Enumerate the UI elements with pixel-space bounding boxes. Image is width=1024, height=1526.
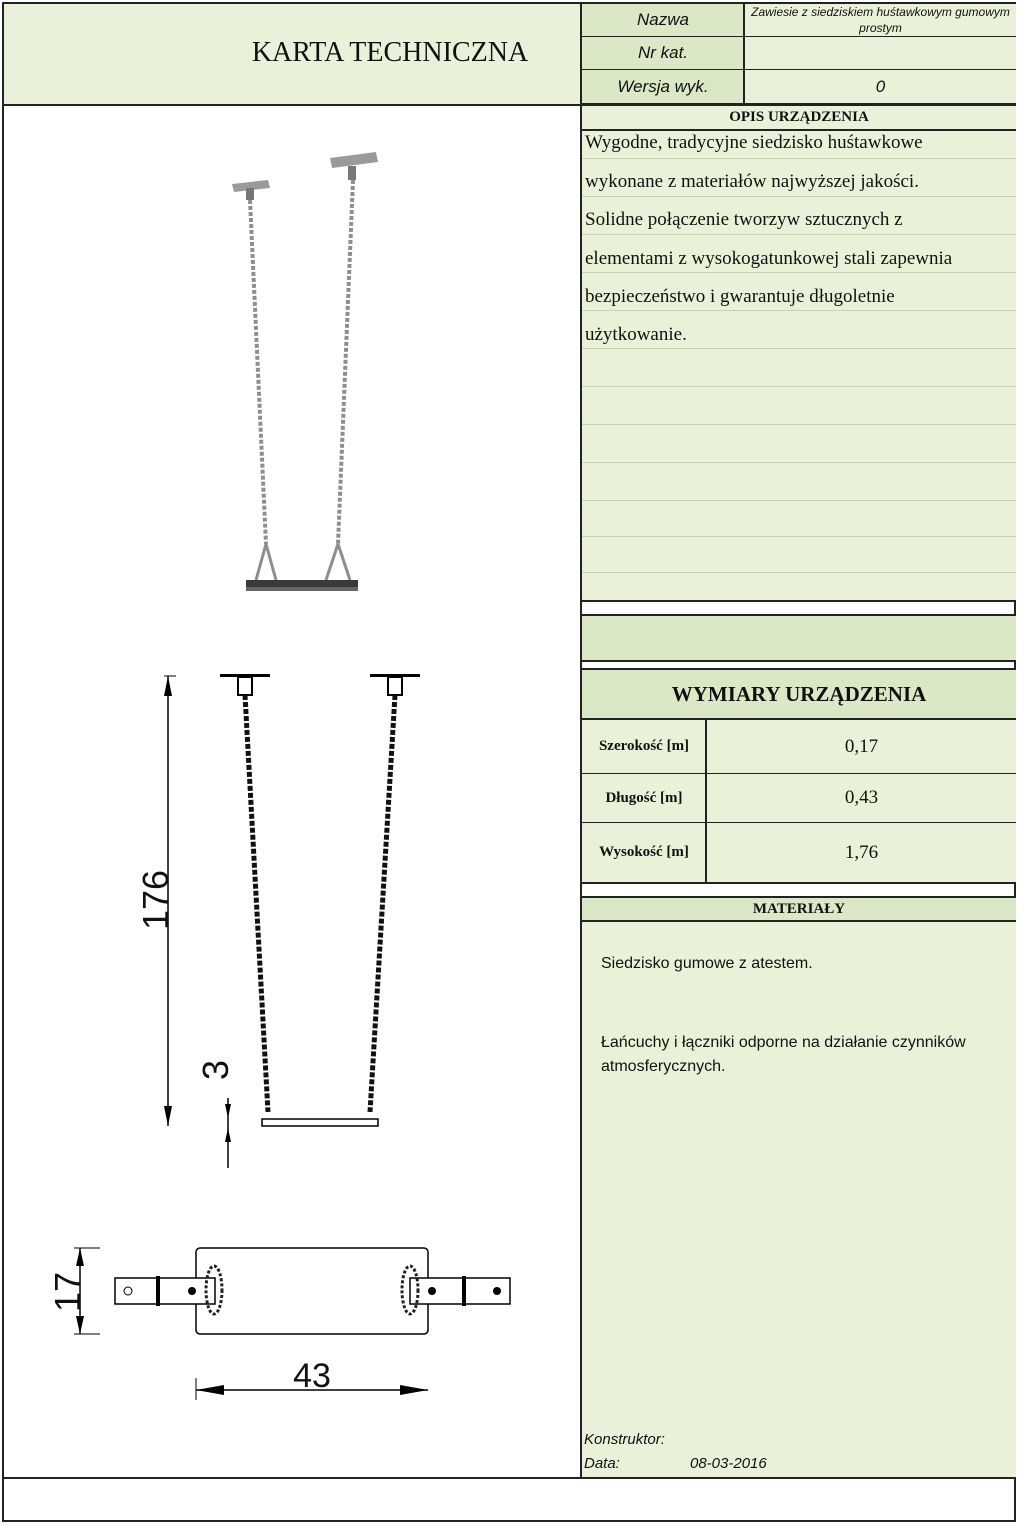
dim-label-text: Wysokość [m] <box>599 844 689 860</box>
description-bottom-rule <box>582 600 1016 602</box>
dim-label-width <box>582 720 706 775</box>
length-dimension-label: 43 <box>293 1356 331 1395</box>
description-line: elementami z wysokogatunkowej stali zapewnia <box>585 248 953 269</box>
dim-label-height <box>582 823 706 884</box>
date-label: Data: <box>584 1455 620 1472</box>
material-item: Siedzisko gumowe z atestem. <box>601 955 813 972</box>
catalog-label: Nr kat. <box>580 37 744 71</box>
dim-label-length <box>582 774 706 824</box>
dim-value-length: 0,43 <box>705 774 1016 824</box>
version-value: 0 <box>743 70 1016 105</box>
seat-dimension-label: 3 <box>195 1059 236 1081</box>
materials-heading: MATERIAŁY <box>582 896 1016 922</box>
footer-rule <box>4 1477 1016 1479</box>
catalog-value <box>743 37 1016 71</box>
page-title: KARTA TECHNICZNA <box>251 37 529 68</box>
dim-value-width: 0,17 <box>705 720 1016 775</box>
version-label: Wersja wyk. <box>580 70 744 105</box>
date-value: 08-03-2016 <box>690 1455 767 1472</box>
width-dimension-label: 17 <box>47 1271 88 1313</box>
name-label: Nazwa <box>580 4 744 38</box>
separator-band <box>582 614 1016 662</box>
dimensions-heading: WYMIARY URZĄDZENIA <box>582 668 1016 720</box>
description-line: bezpieczeństwo i gwarantuje długoletnie <box>585 286 895 307</box>
description-area <box>582 131 1016 601</box>
name-value: Zawiesie z siedziskiem huśtawkowym gumowym prostym <box>743 4 1016 38</box>
swing-render-image <box>220 140 400 610</box>
description-line: użytkowanie. <box>585 324 687 345</box>
description-line: Solidne połączenie tworzyw sztucznych z <box>585 209 903 230</box>
material-item: Łańcuchy i łączniki odporne na działanie czynników atmosferycznych. <box>601 1034 966 1075</box>
materials-area <box>582 922 1016 1478</box>
description-line: wykonane z materiałów najwyższej jakości. <box>585 171 919 192</box>
dim-label-text: Szerokość [m] <box>598 738 690 754</box>
dim-label-text: Długość [m] <box>605 789 683 806</box>
description-heading: OPIS URZĄDZENIA <box>582 106 1016 131</box>
designer-label: Konstruktor: <box>584 1431 665 1448</box>
dim-value-height: 1,76 <box>705 823 1016 884</box>
height-dimension-label: 176 <box>135 869 176 931</box>
description-line: Wygodne, tradycyjne siedzisko huśtawkowe <box>585 132 923 153</box>
